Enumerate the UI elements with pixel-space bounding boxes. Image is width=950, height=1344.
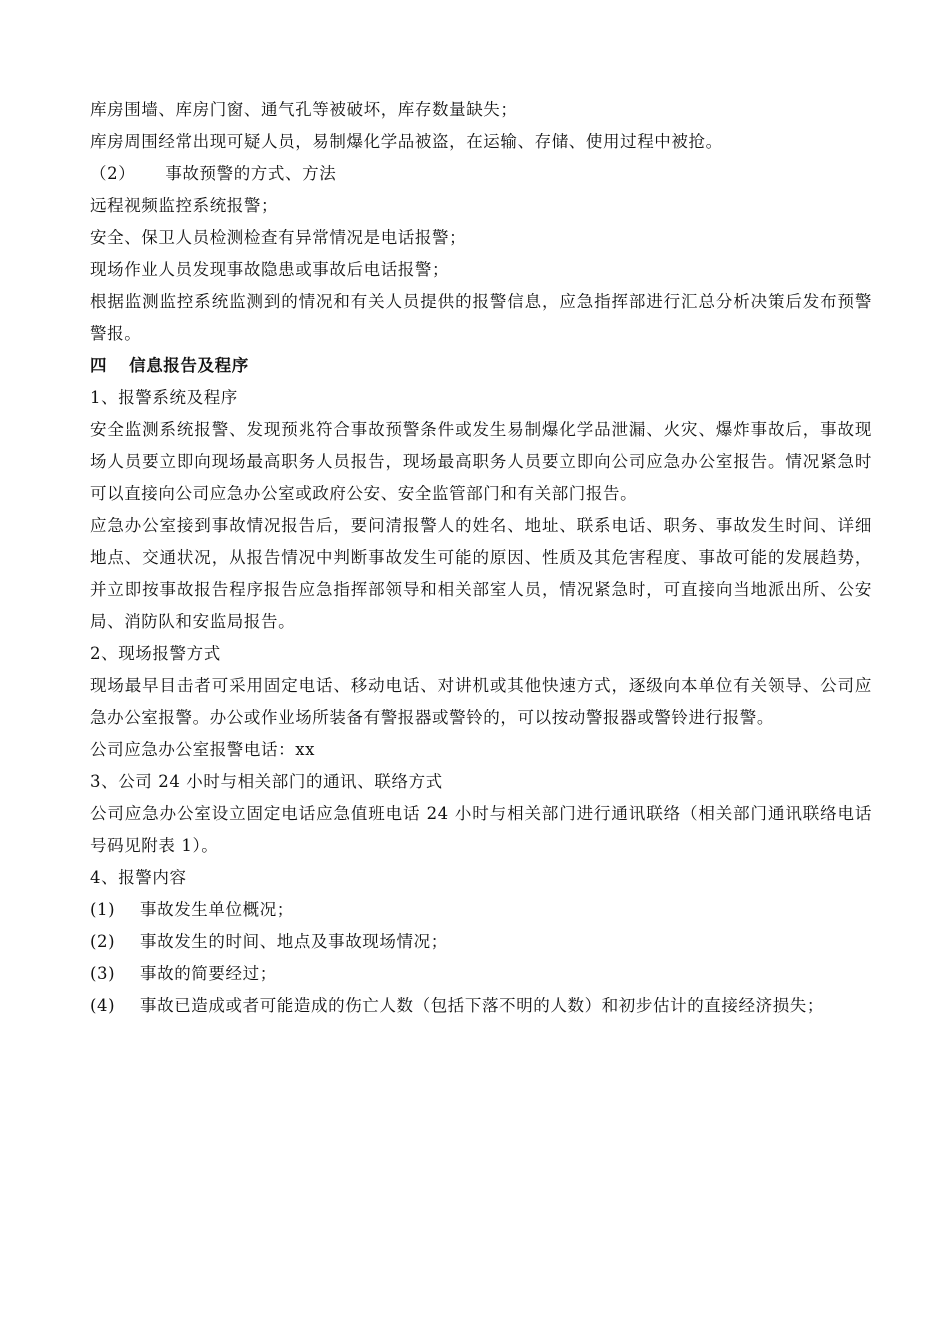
list-item-number: (4) <box>90 996 116 1015</box>
list-item <box>90 990 872 1022</box>
list-item-text: 事故的简要经过； <box>140 964 277 983</box>
subheading-site-alarm-methods: 2、现场报警方式 <box>90 644 221 663</box>
paragraph-alarm-procedure: 安全监测系统报警、发现预兆符合事故预警条件或发生易制爆化学品泄漏、火灾、爆炸事故后，事故现场人员要立即向现场最高职务人员报告，现场最高职务人员要立即向公司应急办公室报告。情况紧急时可以直接向公司应急办公室或政府公安、安全监管部门和有关部门报告。 <box>90 420 872 503</box>
list-item-text: 事故已造成或者可能造成的伤亡人数（包括下落不明的人数）和初步估计的直接经济损失； <box>140 996 824 1015</box>
subsection-number: （2） <box>90 164 136 183</box>
list-item-number: (2) <box>90 932 116 951</box>
list-item-text: 事故发生单位概况； <box>140 900 294 919</box>
section-title: 信息报告及程序 <box>129 356 249 375</box>
paragraph-warning-decision: 根据监测监控系统监测到的情况和有关人员提供的报警信息，应急指挥部进行汇总分析决策后发布预警警报。 <box>90 292 872 343</box>
subheading-alarm-content: 4、报警内容 <box>90 868 187 887</box>
paragraph-duty-phone: 公司应急办公室设立固定电话应急值班电话 24 小时与相关部门进行通讯联络（相关部门通讯联络电话号码见附表 1）。 <box>90 804 872 855</box>
section-heading <box>90 350 872 382</box>
list-item <box>90 958 872 990</box>
subsection-title: 事故预警的方式、方法 <box>165 164 337 183</box>
list-item-number: (1) <box>90 900 116 919</box>
paragraph-alarm-phone: 公司应急办公室报警电话：xx <box>90 740 316 759</box>
paragraph-office-response: 应急办公室接到事故情况报告后，要问清报警人的姓名、地址、联系电话、职务、事故发生时间、详细地点、交通状况，从报告情况中判断事故发生可能的原因、性质及其危害程度、事故可能的发展趋势，并立即按事故报告程序报告应急指挥部领导和相关部室人员，情况紧急时，可直接向当地派出所、公安局、消防队和安监局报告。 <box>90 516 872 631</box>
paragraph-warehouse-damage: 库房围墙、库房门窗、通气孔等被破坏，库存数量缺失； <box>90 100 518 119</box>
paragraph-video-alarm: 远程视频监控系统报警； <box>90 196 279 215</box>
list-item-text: 事故发生的时间、地点及事故现场情况； <box>140 932 448 951</box>
subheading-24h-contact: 3、公司 24 小时与相关部门的通讯、联络方式 <box>90 772 443 791</box>
paragraph-witness-alarm: 现场最早目击者可采用固定电话、移动电话、对讲机或其他快速方式，逐级向本单位有关领导、公司应急办公室报警。办公或作业场所装备有警报器或警铃的，可以按动警报器或警铃进行报警。 <box>90 676 872 727</box>
list-item-number: (3) <box>90 964 116 983</box>
subheading-alarm-system: 1、报警系统及程序 <box>90 388 238 407</box>
list-item <box>90 894 872 926</box>
section-number: 四 <box>90 356 108 375</box>
document-body <box>90 94 872 1022</box>
list-item <box>90 926 872 958</box>
paragraph-security-alarm: 安全、保卫人员检测检查有异常情况是电话报警； <box>90 228 467 247</box>
paragraph-suspicious-persons: 库房周围经常出现可疑人员，易制爆化学品被盗，在运输、存储、使用过程中被抢。 <box>90 132 723 151</box>
paragraph-site-alarm: 现场作业人员发现事故隐患或事故后电话报警； <box>90 260 450 279</box>
subsection-warning-methods <box>90 158 872 190</box>
